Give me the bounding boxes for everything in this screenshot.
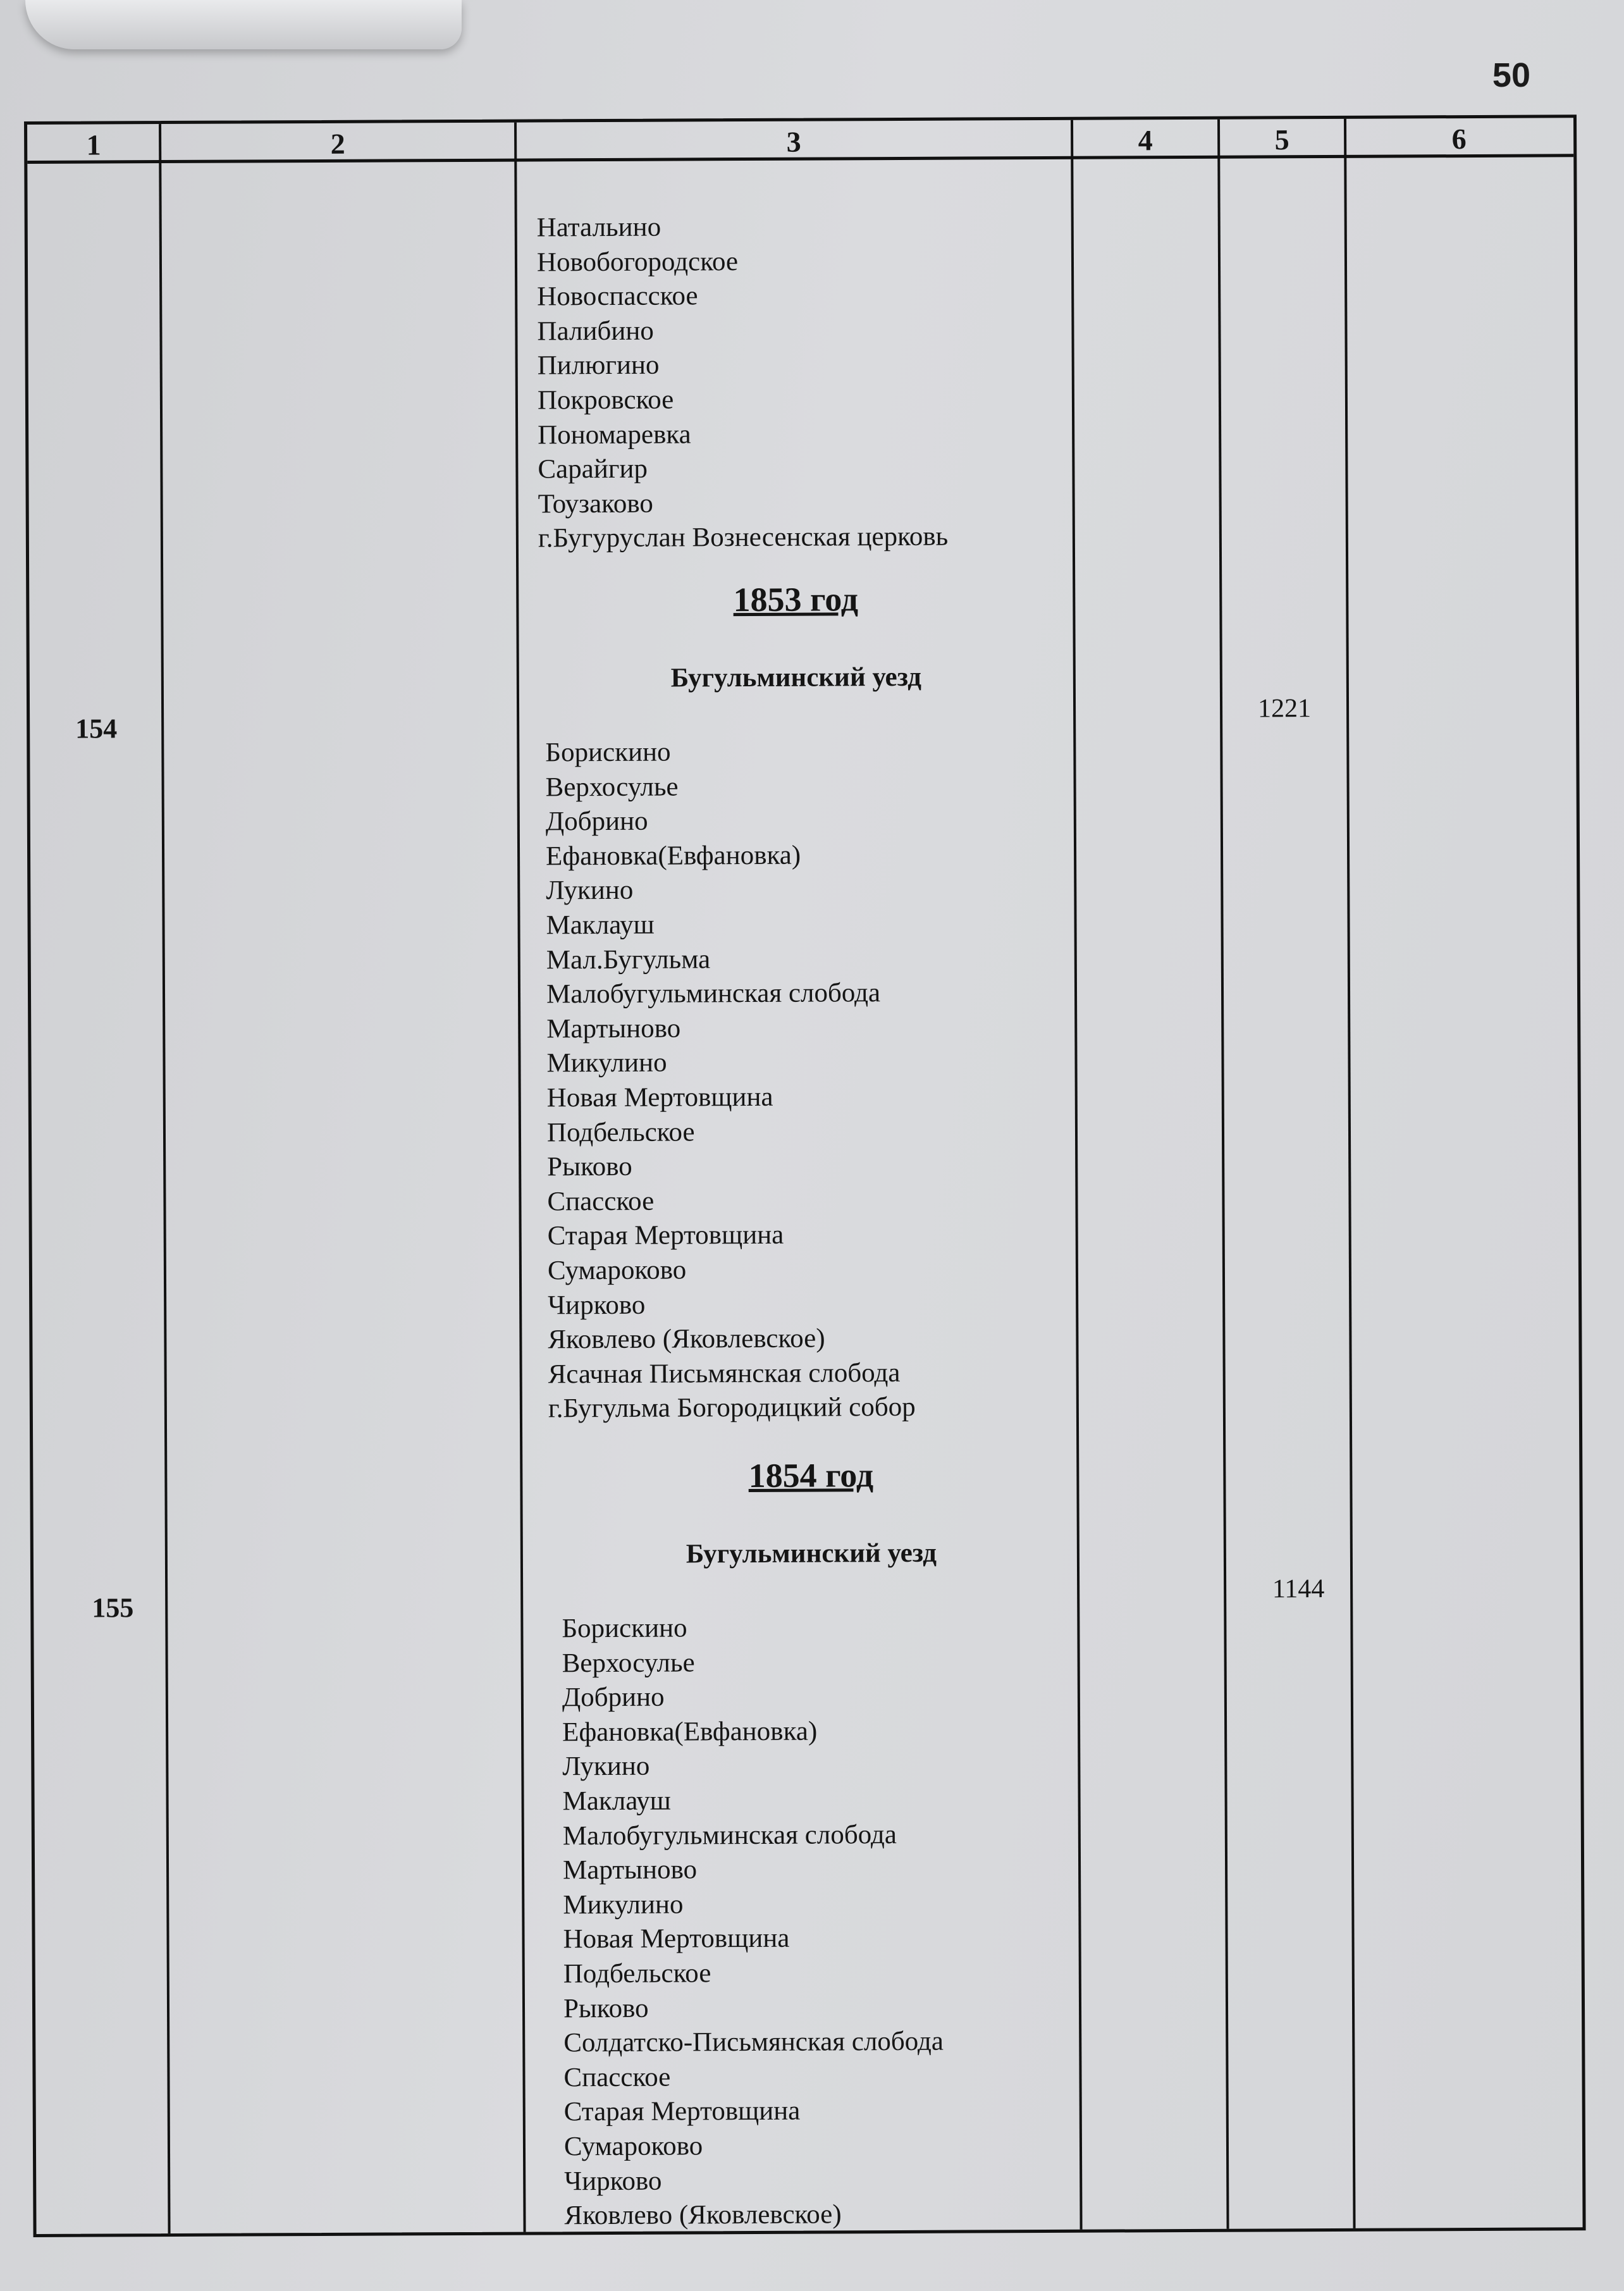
list-item: Рыково: [563, 1993, 649, 2023]
list-item: Маклауш: [546, 910, 655, 941]
place-list-1853: [545, 734, 916, 1426]
binder-tab: [25, 0, 462, 49]
list-item: Мартыново: [562, 1855, 698, 1886]
list-item: Добрино: [562, 1682, 665, 1713]
column-divider: [1071, 120, 1083, 2230]
list-item: Лукино: [562, 1751, 650, 1782]
table-header-row: [27, 118, 1573, 164]
list-item: Новая Мертовщина: [546, 1082, 773, 1113]
list-item: Борискино: [545, 737, 671, 768]
place-list-1854: [562, 1610, 944, 2233]
uezd-heading-1853: Бугульминский уезд: [670, 662, 922, 693]
list-item: Пилюгино: [537, 350, 660, 381]
list-item: Ефановка(Евфановка): [562, 1716, 818, 1748]
list-item: Спасское: [563, 2062, 671, 2093]
list-item: Малобугульминская слобода: [546, 978, 881, 1010]
list-item: Покровское: [537, 385, 674, 416]
list-item: Малобугульминская слобода: [562, 1819, 897, 1851]
list-item: Новобогородское: [536, 246, 739, 278]
list-item: Сарайгир: [538, 454, 648, 485]
list-item: Рыково: [547, 1151, 632, 1182]
list-item: Микулино: [546, 1047, 667, 1078]
list-item: Тоузаково: [538, 488, 653, 519]
uezd-heading-1854: Бугульминский уезд: [686, 1538, 937, 1569]
list-item: Пономаревка: [538, 419, 691, 450]
column-divider: [1344, 119, 1356, 2228]
year-heading-1854: 1854 год: [748, 1456, 874, 1495]
row-number-154: 154: [75, 713, 118, 744]
list-item: Яковлево (Яковлевское): [564, 2199, 842, 2231]
header-col-6: 6: [1451, 123, 1467, 156]
column-divider: [1217, 120, 1229, 2229]
intro-place-list: [537, 209, 949, 557]
list-item: Сумароково: [563, 2131, 703, 2162]
list-item: Борискино: [562, 1613, 687, 1644]
header-col-3: 3: [786, 125, 801, 158]
list-item: Подбельское: [546, 1116, 695, 1147]
row-count-154: 1221: [1257, 694, 1312, 724]
list-item: Верхосулье: [545, 772, 679, 803]
list-item: Яковлево (Яковлевское): [548, 1323, 825, 1355]
list-item: Старая Мертовщина: [547, 1220, 784, 1251]
list-item: Подбельское: [563, 1958, 711, 1989]
list-item: Ясачная Письмянская слобода: [548, 1357, 901, 1390]
list-item: Мал.Бугульма: [546, 944, 711, 975]
list-item: Маклауш: [562, 1786, 671, 1817]
row-count-155: 1144: [1272, 1574, 1325, 1604]
list-item: Чирково: [564, 2166, 662, 2196]
list-item: Натальино: [536, 212, 661, 243]
list-item: Новая Мертовщина: [563, 1924, 790, 1954]
column-divider: [514, 123, 526, 2232]
header-col-5: 5: [1274, 123, 1289, 156]
header-col-4: 4: [1138, 124, 1153, 157]
header-col-1: 1: [86, 128, 101, 161]
list-item: Верхосулье: [562, 1647, 695, 1678]
list-item: Микулино: [563, 1889, 684, 1920]
list-item: Старая Мертовщина: [563, 2096, 801, 2127]
list-item: Сумароково: [547, 1255, 687, 1286]
list-item: Спасское: [547, 1186, 655, 1217]
list-item: Лукино: [546, 875, 634, 906]
list-item: Палибино: [537, 316, 654, 347]
list-item: Чирково: [548, 1290, 646, 1320]
list-item: Новоспасское: [537, 281, 698, 312]
list-item: г.Бугуруслан Вознесенская церковь: [538, 521, 949, 553]
archive-table: [24, 114, 1586, 2237]
page-number: 50: [1492, 56, 1530, 94]
list-item: г.Бугульма Богородицкий собор: [548, 1392, 916, 1424]
list-item: Солдатско-Письмянская слобода: [563, 2026, 944, 2058]
list-item: Добрино: [545, 806, 648, 837]
list-item: Мартыново: [546, 1013, 681, 1044]
column-divider: [159, 124, 171, 2233]
list-item: Ефановка(Евфановка): [545, 840, 801, 872]
year-heading-1853: 1853 год: [733, 580, 859, 619]
header-col-2: 2: [330, 127, 345, 160]
row-number-155: 155: [92, 1592, 134, 1624]
